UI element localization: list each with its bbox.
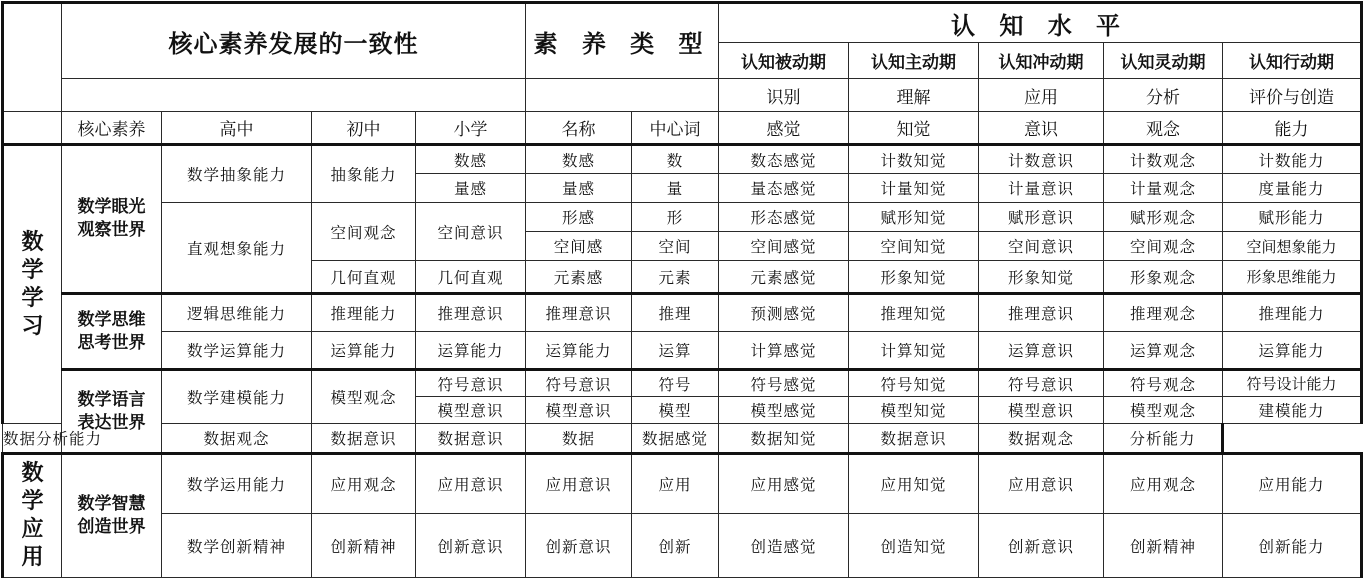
primary-number-sense: 数感 <box>416 145 526 174</box>
col-name: 名称 <box>526 112 632 145</box>
level-cell: 推理知觉 <box>849 294 979 332</box>
level-cell: 推理观念 <box>1104 294 1223 332</box>
type-name: 推理意识 <box>526 294 632 332</box>
level-cell: 数态感觉 <box>719 145 849 174</box>
world-observe: 数学眼光 观察世界 <box>62 145 162 294</box>
col-awareness: 意识 <box>979 112 1104 145</box>
level-cell: 应用意识 <box>979 454 1104 514</box>
world-express: 数学语言 表达世界 <box>62 370 162 454</box>
level-cell: 创造感觉 <box>719 514 849 578</box>
type-center-word: 符号 <box>632 370 719 397</box>
level-cell: 形象知觉 <box>979 261 1104 294</box>
section-application: 数 学 应 用 <box>3 454 62 578</box>
col-center-word: 中心词 <box>632 112 719 145</box>
level-cell: 创新能力 <box>1223 514 1362 578</box>
table-row <box>3 294 1362 332</box>
primary-reasoning: 推理意识 <box>416 294 526 332</box>
col-middle: 初中 <box>312 112 416 145</box>
type-name: 模型意识 <box>526 397 632 424</box>
type-name: 形感 <box>526 203 632 232</box>
level-cell: 计数意识 <box>979 145 1104 174</box>
level-identify: 识别 <box>719 79 849 112</box>
level-cell: 数据感觉 <box>632 424 719 454</box>
primary-quantity-sense: 量感 <box>416 174 526 203</box>
level-cell: 形象知觉 <box>849 261 979 294</box>
type-center-word: 应用 <box>632 454 719 514</box>
level-cell: 元素感觉 <box>719 261 849 294</box>
type-center-word: 元素 <box>632 261 719 294</box>
middle-data: 数据观念 <box>162 424 312 454</box>
high-applied: 数学运用能力 <box>162 454 312 514</box>
level-cell: 运算能力 <box>1223 332 1362 370</box>
table-row <box>3 203 1362 232</box>
level-apply: 应用 <box>979 79 1104 112</box>
primary-operation: 运算能力 <box>416 332 526 370</box>
level-cell: 应用知觉 <box>849 454 979 514</box>
primary-geometry: 几何直观 <box>416 261 526 294</box>
cognition-header: 认 知 水 平 <box>719 3 1362 43</box>
level-cell: 运算意识 <box>979 332 1104 370</box>
col-high: 高中 <box>162 112 312 145</box>
level-cell: 计量意识 <box>979 174 1104 203</box>
type-center-word: 数据 <box>526 424 632 454</box>
level-cell: 应用能力 <box>1223 454 1362 514</box>
level-cell: 空间知觉 <box>849 232 979 261</box>
level-cell: 预测感觉 <box>719 294 849 332</box>
type-name: 数据意识 <box>416 424 526 454</box>
middle-model: 模型观念 <box>312 370 416 424</box>
table-row <box>3 370 1362 397</box>
level-cell: 推理能力 <box>1223 294 1362 332</box>
level-cell: 形态感觉 <box>719 203 849 232</box>
middle-reasoning: 推理能力 <box>312 294 416 332</box>
type-name: 符号意识 <box>526 370 632 397</box>
level-cell: 应用感觉 <box>719 454 849 514</box>
type-spacer <box>526 79 719 112</box>
high-intuition: 直观想象能力 <box>162 203 312 294</box>
type-center-word: 数 <box>632 145 719 174</box>
level-cell: 符号设计能力 <box>1223 370 1362 397</box>
stage-action: 认知行动期 <box>1223 43 1362 79</box>
level-analyze: 分析 <box>1104 79 1223 112</box>
level-cell: 空间意识 <box>979 232 1104 261</box>
section-learning: 数 学 学 习 <box>3 145 62 424</box>
level-cell: 赋形知觉 <box>849 203 979 232</box>
level-cell: 模型知觉 <box>849 397 979 424</box>
stage-agile: 认知灵动期 <box>1104 43 1223 79</box>
primary-applied: 应用意识 <box>416 454 526 514</box>
stage-passive: 认知被动期 <box>719 43 849 79</box>
high-modeling: 数学建模能力 <box>162 370 312 424</box>
level-cell: 建模能力 <box>1223 397 1362 424</box>
col-perception: 感觉 <box>719 112 849 145</box>
world-create: 数学智慧 创造世界 <box>62 454 162 578</box>
world-think: 数学思维 思考世界 <box>62 294 162 370</box>
level-cell: 度量能力 <box>1223 174 1362 203</box>
level-cell: 符号意识 <box>979 370 1104 397</box>
level-cell: 运算观念 <box>1104 332 1223 370</box>
col-core: 核心素养 <box>62 112 162 145</box>
level-cell: 计量观念 <box>1104 174 1223 203</box>
level-cell: 符号感觉 <box>719 370 849 397</box>
level-cell: 计算感觉 <box>719 332 849 370</box>
level-cell: 计数知觉 <box>849 145 979 174</box>
stage-active: 认知主动期 <box>849 43 979 79</box>
level-cell: 分析能力 <box>1104 424 1223 454</box>
level-cell: 空间感觉 <box>719 232 849 261</box>
level-cell: 模型感觉 <box>719 397 849 424</box>
level-cell: 赋形观念 <box>1104 203 1223 232</box>
middle-abstract: 抽象能力 <box>312 145 416 203</box>
type-center-word: 形 <box>632 203 719 232</box>
type-center-word: 创新 <box>632 514 719 578</box>
type-name: 应用意识 <box>526 454 632 514</box>
col-concept: 观念 <box>1104 112 1223 145</box>
table-row <box>3 424 1362 454</box>
level-evaluate-create: 评价与创造 <box>1223 79 1362 112</box>
high-abstract: 数学抽象能力 <box>162 145 312 203</box>
type-center-word: 量 <box>632 174 719 203</box>
type-name: 创新意识 <box>526 514 632 578</box>
level-cell: 计数观念 <box>1104 145 1223 174</box>
middle-innovation: 创新精神 <box>312 514 416 578</box>
level-cell: 符号观念 <box>1104 370 1223 397</box>
type-name: 运算能力 <box>526 332 632 370</box>
level-cell: 量态感觉 <box>719 174 849 203</box>
level-cell: 空间想象能力 <box>1223 232 1362 261</box>
col-corner <box>3 112 62 145</box>
high-logic: 逻辑思维能力 <box>162 294 312 332</box>
level-cell: 创新精神 <box>1104 514 1223 578</box>
primary-model: 模型意识 <box>416 397 526 424</box>
middle-applied: 应用观念 <box>312 454 416 514</box>
level-cell: 赋形意识 <box>979 203 1104 232</box>
primary-innovation: 创新意识 <box>416 514 526 578</box>
level-cell: 应用观念 <box>1104 454 1223 514</box>
type-name: 数感 <box>526 145 632 174</box>
middle-operation: 运算能力 <box>312 332 416 370</box>
type-name: 元素感 <box>526 261 632 294</box>
type-center-word: 模型 <box>632 397 719 424</box>
table-row <box>3 454 1362 514</box>
type-center-word: 运算 <box>632 332 719 370</box>
level-cell: 数据知觉 <box>719 424 849 454</box>
primary-space: 空间意识 <box>416 203 526 261</box>
table-row <box>3 514 1362 578</box>
level-cell: 推理意识 <box>979 294 1104 332</box>
middle-geometry: 几何直观 <box>312 261 416 294</box>
level-cell: 形象思维能力 <box>1223 261 1362 294</box>
level-cell: 模型意识 <box>979 397 1104 424</box>
high-innovation: 数学创新精神 <box>162 514 312 578</box>
high-operation: 数学运算能力 <box>162 332 312 370</box>
table-row <box>3 332 1362 370</box>
level-cell: 数据观念 <box>979 424 1104 454</box>
consistency-header: 核心素养发展的一致性 <box>62 3 526 79</box>
type-center-word: 推理 <box>632 294 719 332</box>
level-cell: 模型观念 <box>1104 397 1223 424</box>
type-center-word: 空间 <box>632 232 719 261</box>
level-cell: 创造知觉 <box>849 514 979 578</box>
level-cell: 形象观念 <box>1104 261 1223 294</box>
level-cell: 计算知觉 <box>849 332 979 370</box>
col-cognizance: 知觉 <box>849 112 979 145</box>
corner-cell <box>3 3 62 112</box>
level-cell: 数据意识 <box>849 424 979 454</box>
table-row <box>3 145 1362 174</box>
stage-impulse: 认知冲动期 <box>979 43 1104 79</box>
primary-symbol: 符号意识 <box>416 370 526 397</box>
type-name: 量感 <box>526 174 632 203</box>
level-cell: 符号知觉 <box>849 370 979 397</box>
primary-data: 数据意识 <box>312 424 416 454</box>
level-cell: 计数能力 <box>1223 145 1362 174</box>
level-cell: 赋形能力 <box>1223 203 1362 232</box>
level-cell: 计量知觉 <box>849 174 979 203</box>
consistency-spacer <box>62 79 526 112</box>
type-name: 空间感 <box>526 232 632 261</box>
col-primary: 小学 <box>416 112 526 145</box>
level-cell: 创新意识 <box>979 514 1104 578</box>
level-cell: 空间观念 <box>1104 232 1223 261</box>
middle-space: 空间观念 <box>312 203 416 261</box>
competency-table <box>1 1 1363 578</box>
level-understand: 理解 <box>849 79 979 112</box>
type-header: 素 养 类 型 <box>526 3 719 79</box>
high-data: 数据分析能力 <box>3 424 62 454</box>
col-ability: 能力 <box>1223 112 1362 145</box>
